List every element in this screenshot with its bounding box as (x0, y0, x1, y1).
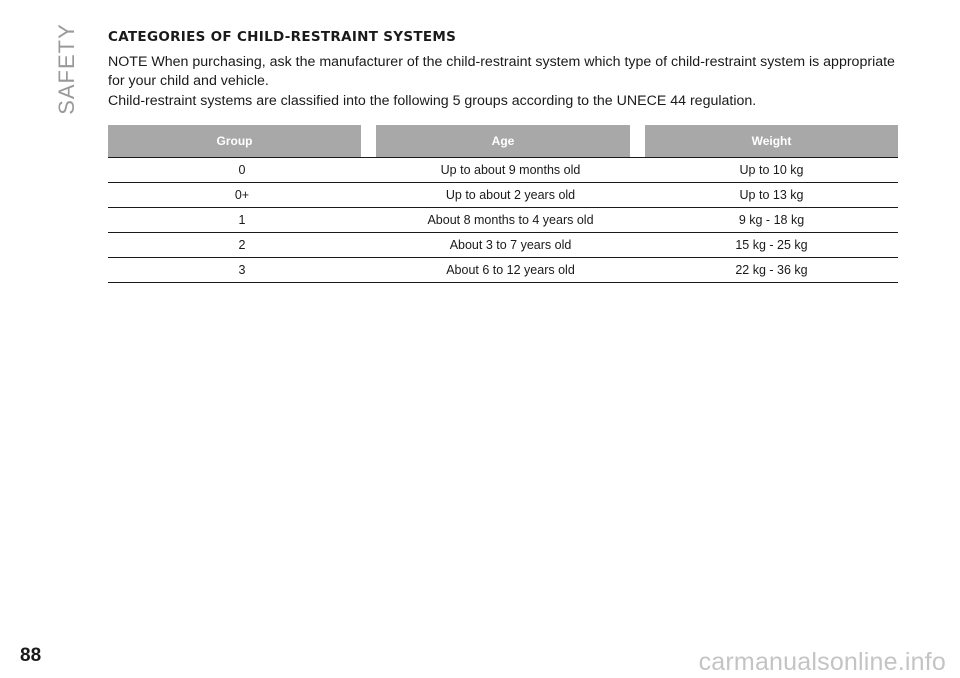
table-row (108, 208, 898, 233)
intro-paragraph: Child-restraint systems are classified into the following 5 groups according to the UNECE 44 regulation. (108, 93, 757, 109)
table-body (108, 157, 898, 283)
table-row (108, 183, 898, 208)
table-header-row (108, 125, 898, 157)
cell-age: About 8 months to 4 years old (427, 213, 594, 227)
table-row (108, 233, 898, 258)
section-title: CATEGORIES OF CHILD-RESTRAINT SYSTEMS (108, 29, 457, 45)
cell-weight: 9 kg - 18 kg (738, 213, 805, 227)
table-row (108, 258, 898, 283)
table-row (108, 158, 898, 183)
cell-group: 1 (238, 213, 246, 227)
cell-age: Up to about 9 months old (440, 163, 581, 177)
section-side-tab-label: SAFETY (54, 23, 80, 115)
site-watermark: carmanualsonline.info (698, 648, 946, 676)
cell-age: About 6 to 12 years old (446, 263, 575, 277)
cell-weight: Up to 13 kg (739, 188, 804, 202)
cell-age: Up to about 2 years old (445, 188, 576, 202)
cell-group: 2 (238, 238, 246, 252)
cell-age: About 3 to 7 years old (449, 238, 572, 252)
cell-group: 0+ (234, 188, 250, 202)
cell-weight: 22 kg - 36 kg (735, 263, 808, 277)
section-side-tab (54, 24, 80, 114)
cell-weight: Up to 10 kg (739, 163, 804, 177)
note-paragraph: NOTE When purchasing, ask the manufacturer of the child-restraint system which type of child-restraint system is appropriate for your child and vehicle. (108, 54, 895, 89)
column-header-weight: Weight (645, 125, 898, 157)
column-header-group: Group (108, 125, 361, 157)
cell-weight: 15 kg - 25 kg (735, 238, 808, 252)
page-number: 88 (20, 645, 42, 666)
cell-group: 0 (238, 163, 246, 177)
column-header-age: Age (376, 125, 630, 157)
cell-group: 3 (238, 263, 246, 277)
child-restraint-groups-table (108, 125, 898, 283)
